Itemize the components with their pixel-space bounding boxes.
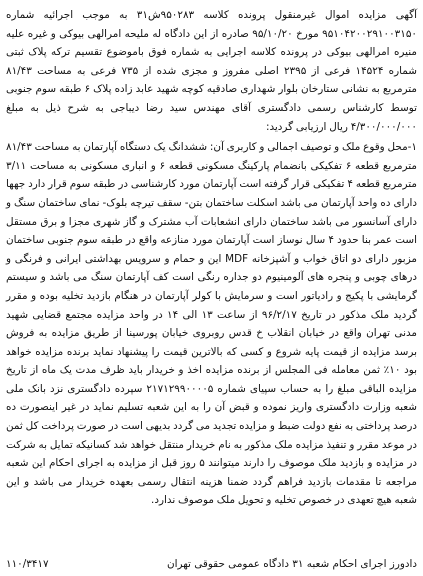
notice-property-description-paragraph: ۱-محل وقوع ملک و توصیف اجمالی و کاربری آن: ششدانگ یک دستگاه آپارتمان به مساحت ۸۱/۴۳ مترمربع قطعه ۶ تفکیکی بانضمام پارکینگ مسکونی قطعه ۶ و انباری مسکونی به مساحت ۳/۱۱ مترمربع قطعه ۴ تفکیکی قرار گرفته است آپارتمان مورد کارشناسی در طبقه سوم قرار دارد جهها دارای ده واحد آپارتمان می باشد اسکلت ساختمان بتن- سقف تیرچه بلوک- نمای ساختمان سنگ و دارای آسانسور می باشد ساختمان دارای انشعابات آب مشترک و گاز شهری مجزا و برق مستقل است عمر بنا حدود ۴ سال نوساز است آپارتمان مورد منازعه واقع در طبقه سوم جنوبی ساختمان مزبور دارای دو اتاق خواب و آشپزخانه MDF این و حمام و سرویس بهداشتی ایرانی و فرنگی و درهای چوبی و پنجره های آلومینیوم دو جداره رنگی است کف آپارتمان سنگ می باشد و سیستم گرمایشی با پکیج و رادیاتور است و سرمایش با کولر آپارتمان در هنگام بازدید تخلیه بوده و مقرر گردید ملک مذکور در تاریخ ۹۶/۲/۱۷ از ساعت ۱۳ الی ۱۴ در واحد مزایده مجتمع قضایی شهید مدنی تهران واقع در خیابان انقلاب خ قدس روبروی خیابان پورسینا از طریق مزایده به فروش برسد مزایده از قیمت پایه شروع و کسی که بالاترین قیمت را پیشنهاد نماید برنده مزایده خواهد بود ۱۰٪ ثمن معامله فی المجلس از برنده مزایده اخذ و خریدار باید ظرف مدت یک ماه از تاریخ مزایده الباقی مبلغ را به حساب سپیای شماره ۲۱۷۱۲۹۹۰۰۰۰۵ سپرده دادگستری نزد بانک ملی شعبه وزارت دادگستری واریز نموده و قبض آن را به این شعبه تسلیم نماید در غیر اینصورت ده درصد پرداختی به نفع دولت ضبط و مزایده تجدید می گردد بدیهی است در صورت پرداخت کل ثمن در موعد مقرر و تنفیذ مزایده ملک مذکور به نام خریدار منتقل خواهد شد کسانیکه تمایل به شرکت در مزایده و بازدید ملک موصوف را دارند میتوانند ۵ روز قبل از مزایده به اجرای احکام این شعبه مراجعه تا مقدمات بازدید فراهم گردد ضمنا هزینه انتقال رسمی بعهده خریدار می باشد و این شعبه هیچ تعهدی در خصوص تخلیه و تحویل ملک موصوف ندارد. [6,141,418,507]
notice-issuer: دادورز اجرای احکام شعبه ۳۱ دادگاه عمومی حقوقی تهران [166,558,417,570]
notice-footer [6,558,417,570]
notice-intro-paragraph: آگهی مزایده اموال غیرمنقول پرونده کلاسه ۹۵۰۲۸۳ش۳۱ به موجب اجرائیه شماره ۹۵۱۰۴۲۰۰۲۹۱۰۰۳۱۵۰ مورخ ۹۵/۱۰/۲۰ صادره از این دادگاه له ملیحه امرالهی بیوکی و غیره علیه منیره امرالهی بیوکی در پرونده کلاسه اجرایی به شماره فوق باموضوع تقسیم ترکه پلاک ثبتی شماره ۱۴۵۲۴ فرعی از ۲۳۹۵ اصلی مفروز و مجزی شده از ۷۳۵ فرعی به مساحت ۸۱/۴۳ مترمربع به نشانی ستارخان بلوار شهداری صادقیه کوچه شهید عابد زاده پلاک ۶ طبقه سوم جنوبی توسط کارشناس رسمی دادگستری آقای مهندس سید رضا دیباجی به شرح ذیل به مبلغ ۴/۳۰۰/۰۰۰/۰۰۰ ریال ارزیابی گردید: [6,9,417,133]
notice-code: ۱۱۰/۳۴۱۷ [6,558,49,570]
